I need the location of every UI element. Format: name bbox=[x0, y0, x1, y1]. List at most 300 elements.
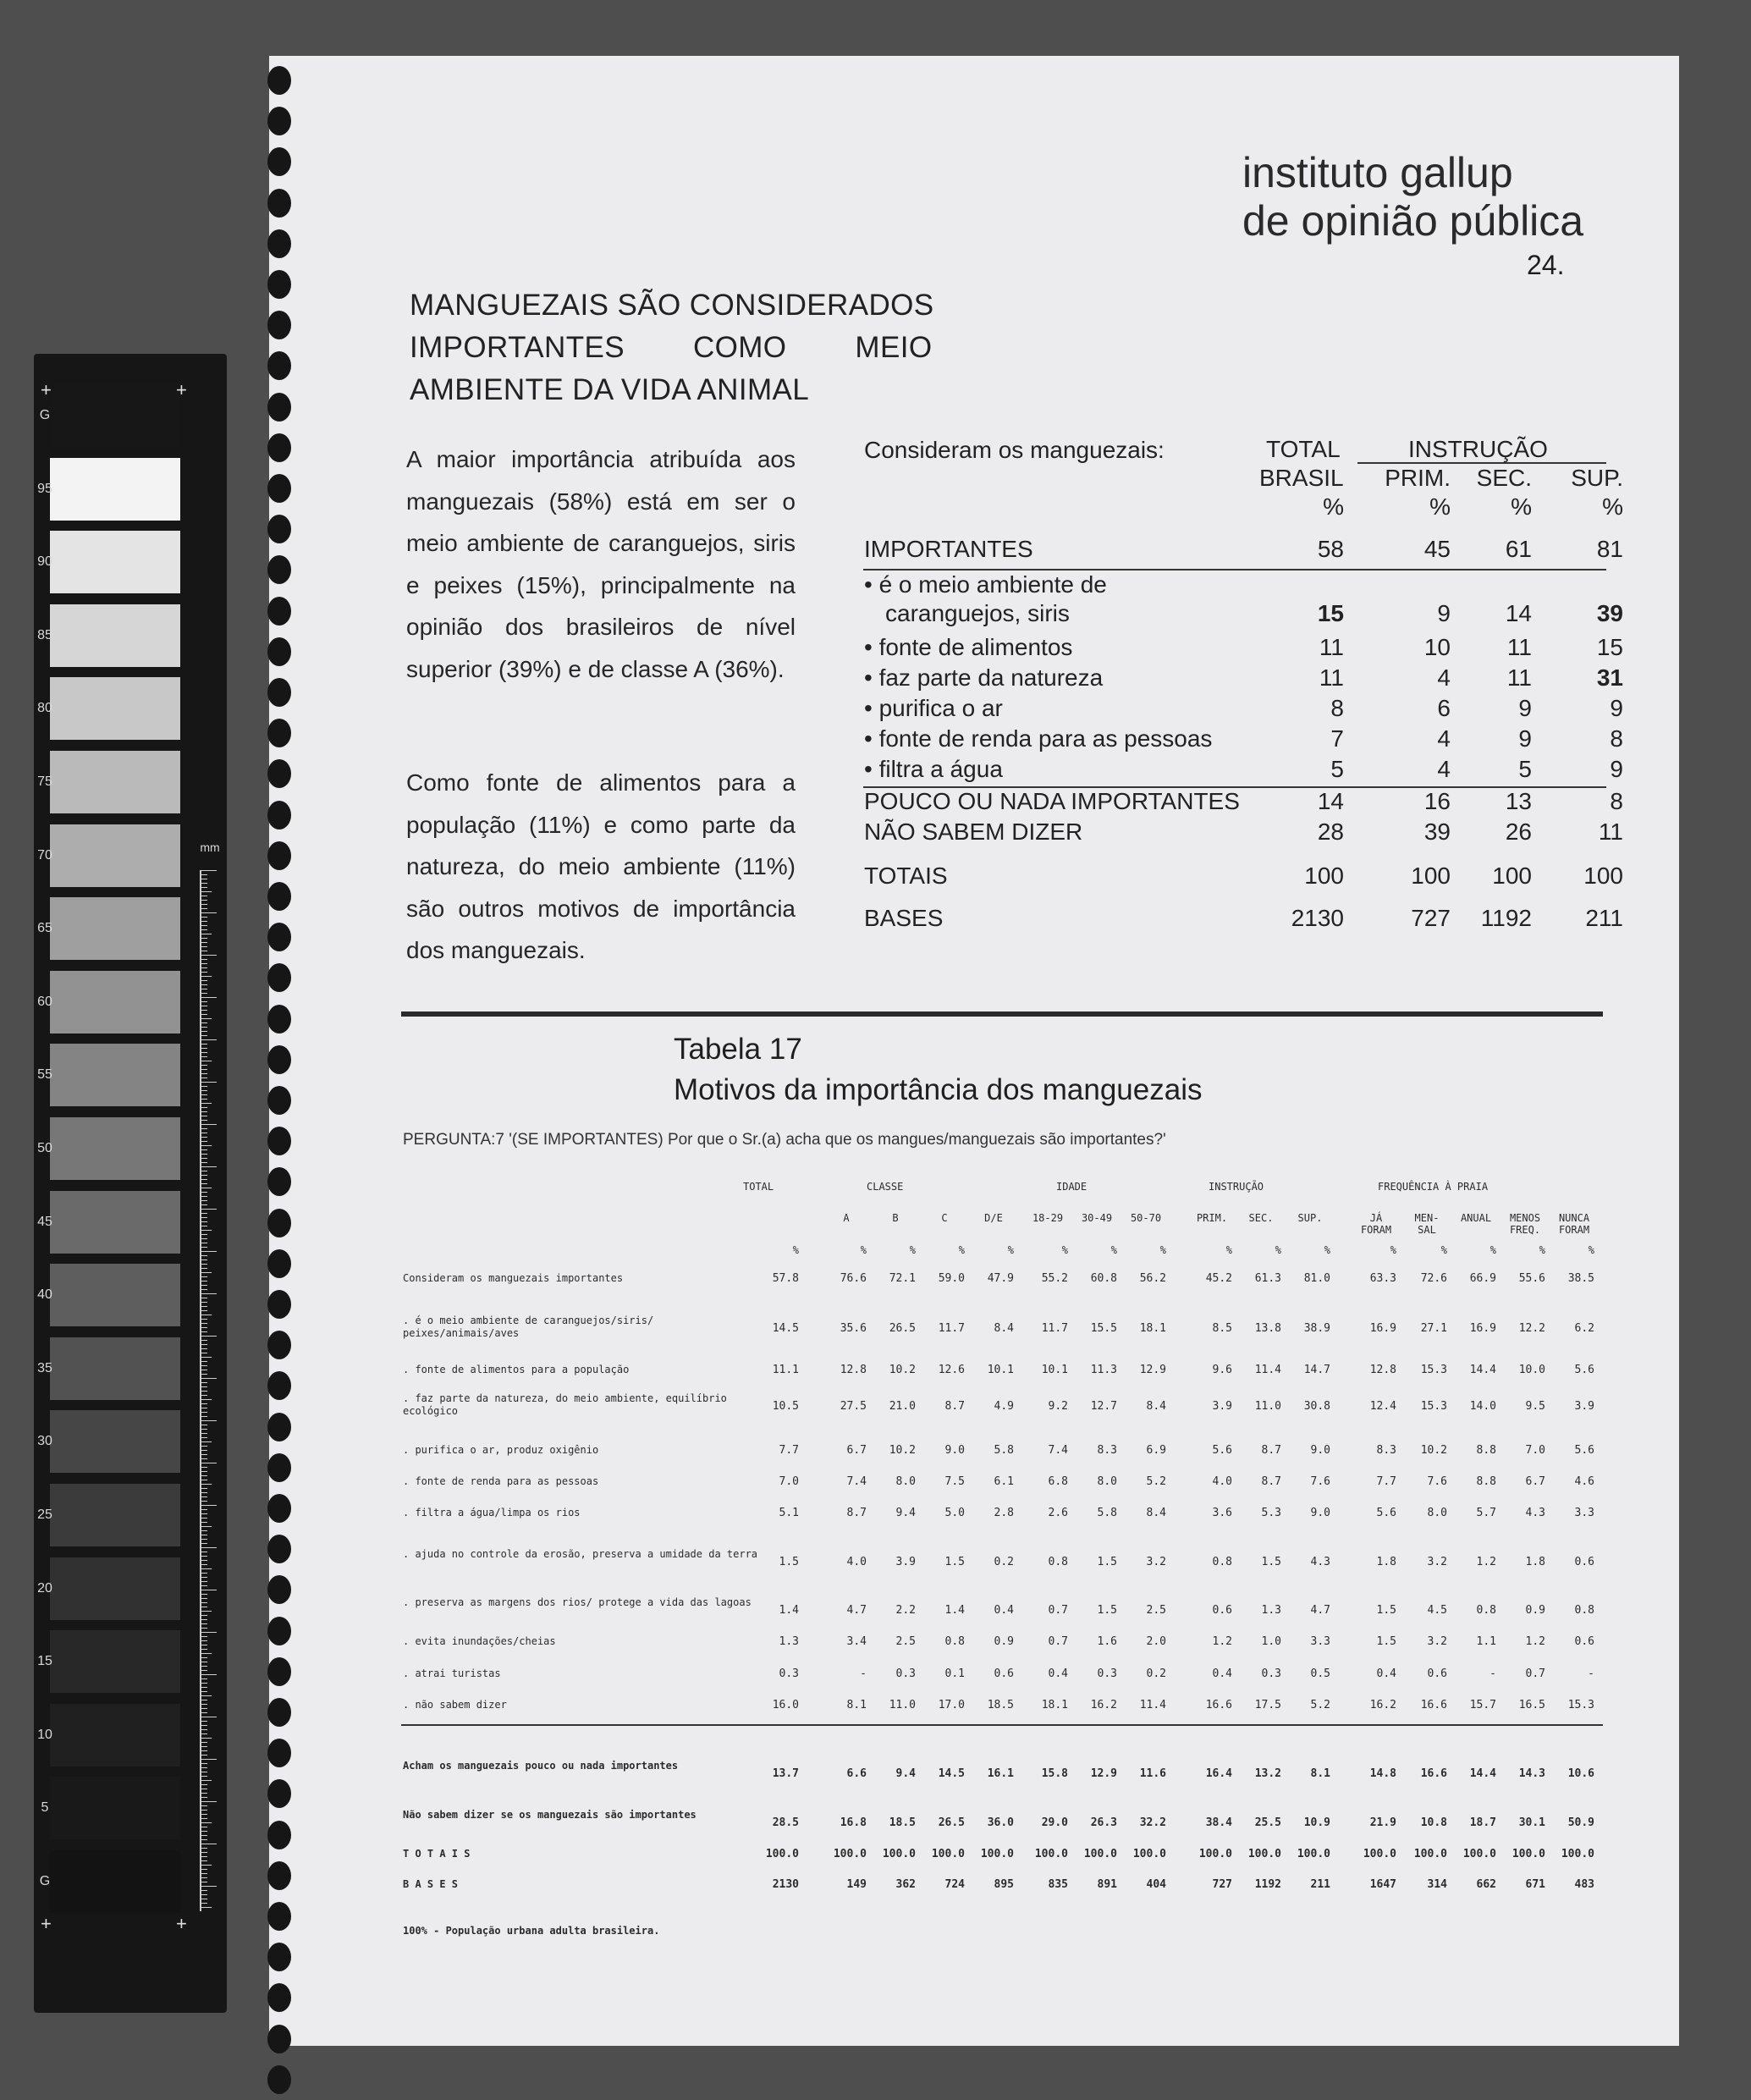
summary-cell: 4 bbox=[1437, 756, 1451, 782]
detail-cell: 50.9 bbox=[1567, 1816, 1594, 1829]
binder-hole bbox=[267, 1861, 291, 1890]
summary-cell: 100 bbox=[1583, 863, 1623, 889]
ruler-tick bbox=[201, 1581, 207, 1582]
detail-cell: 4.0 bbox=[1212, 1475, 1232, 1488]
detail-cell: 0.8 bbox=[1476, 1604, 1496, 1617]
ruler-tick bbox=[201, 1585, 207, 1586]
detail-row-label: . evita inundações/cheias bbox=[403, 1635, 556, 1647]
detail-cell: 61.3 bbox=[1254, 1272, 1281, 1285]
ruler-tick bbox=[201, 1742, 207, 1743]
brand-logo bbox=[1242, 149, 1583, 245]
detail-cell: 16.6 bbox=[1420, 1767, 1447, 1780]
binder-hole bbox=[267, 1331, 291, 1359]
summary-row-label-cont: caranguejos, siris bbox=[885, 600, 1070, 626]
ruler-tick bbox=[201, 1598, 207, 1599]
ruler-tick bbox=[201, 1018, 212, 1019]
summary-cell: 39 bbox=[1423, 819, 1451, 845]
detail-cell: 15.3 bbox=[1420, 1364, 1447, 1376]
detail-cell: 0.9 bbox=[1525, 1604, 1545, 1617]
detail-cell: 16.6 bbox=[1205, 1699, 1232, 1711]
detail-cell: 2.8 bbox=[994, 1507, 1014, 1519]
detail-cell: 1.5 bbox=[779, 1556, 799, 1568]
summary-cell: 8 bbox=[1330, 695, 1344, 721]
ruler-tick bbox=[201, 1090, 207, 1091]
detail-cell: 1.5 bbox=[1376, 1635, 1396, 1648]
binder-hole bbox=[267, 841, 291, 870]
detail-cell: 3.9 bbox=[1212, 1400, 1232, 1413]
column-pct: % bbox=[958, 1244, 965, 1256]
column-pct: % bbox=[1440, 1244, 1447, 1256]
binder-hole bbox=[267, 597, 291, 626]
summary-cell: 9 bbox=[1437, 600, 1451, 626]
binder-hole bbox=[267, 2065, 291, 2094]
detail-cell: 1.5 bbox=[1097, 1604, 1117, 1617]
ruler-tick bbox=[201, 1556, 207, 1557]
summary-cell: 45 bbox=[1423, 536, 1451, 562]
gray-swatch-label: 75 bbox=[37, 774, 52, 789]
detail-cell: 1.0 bbox=[1261, 1635, 1281, 1648]
ruler-tick bbox=[201, 1776, 207, 1777]
detail-cell: 8.7 bbox=[1261, 1475, 1281, 1488]
ruler-tick bbox=[201, 997, 217, 998]
gray-swatch bbox=[50, 1191, 180, 1254]
detail-cell: 0.3 bbox=[895, 1667, 916, 1680]
ruler-tick bbox=[201, 1035, 207, 1036]
gray-swatch bbox=[50, 1704, 180, 1767]
detail-cell: 7.6 bbox=[1310, 1475, 1330, 1488]
ruler-tick bbox=[201, 942, 207, 943]
col-header-pct: % bbox=[1602, 493, 1623, 520]
ruler-tick bbox=[201, 1865, 212, 1866]
detail-cell: 16.1 bbox=[987, 1767, 1014, 1780]
gray-swatch bbox=[50, 1850, 180, 1913]
ruler-tick bbox=[201, 1805, 207, 1806]
detail-cell: 27.1 bbox=[1420, 1322, 1447, 1335]
detail-cell: - bbox=[1489, 1667, 1496, 1680]
binder-hole bbox=[267, 637, 291, 666]
detail-cell: 4.3 bbox=[1310, 1556, 1330, 1568]
column-header: 30-49 bbox=[1081, 1212, 1113, 1224]
detail-cell: 11.0 bbox=[1254, 1400, 1281, 1413]
detail-cell: 12.6 bbox=[938, 1364, 965, 1376]
detail-cell: 1.8 bbox=[1376, 1556, 1396, 1568]
column-pct: % bbox=[1007, 1244, 1014, 1256]
ruler-tick bbox=[201, 1738, 212, 1739]
ruler-tick bbox=[201, 1200, 207, 1201]
detail-cell: 3.9 bbox=[1574, 1400, 1594, 1413]
ruler-tick bbox=[201, 1814, 207, 1815]
ruler-tick bbox=[201, 1467, 207, 1468]
detail-cell: 1.2 bbox=[1525, 1635, 1545, 1648]
detail-cell: 3.3 bbox=[1310, 1635, 1330, 1648]
headline-line-2: IMPORTANTES COMO MEIO bbox=[410, 331, 933, 364]
mm-ruler bbox=[200, 870, 222, 1911]
ruler-tick bbox=[201, 1780, 212, 1781]
summary-cell: 8 bbox=[1610, 725, 1623, 752]
col-header-total: TOTAL bbox=[1266, 436, 1341, 462]
ruler-tick bbox=[201, 1526, 212, 1527]
ruler-tick bbox=[201, 1509, 207, 1510]
binder-hole bbox=[267, 189, 291, 218]
ruler-tick bbox=[201, 1014, 207, 1015]
detail-cell: 8.7 bbox=[944, 1400, 965, 1413]
detail-cell: 5.3 bbox=[1261, 1507, 1281, 1519]
detail-cell: 16.9 bbox=[1469, 1322, 1496, 1335]
ruler-tick bbox=[201, 1649, 207, 1650]
col-header-brasil: BRASIL bbox=[1259, 465, 1344, 491]
detail-cell: 1.3 bbox=[1261, 1604, 1281, 1617]
gray-swatch bbox=[50, 384, 180, 447]
ruler-tick bbox=[201, 1107, 207, 1108]
column-header: B bbox=[892, 1212, 899, 1224]
detail-cell: 727 bbox=[1212, 1878, 1232, 1891]
ruler-tick bbox=[201, 900, 207, 901]
detail-cell: 45.2 bbox=[1205, 1272, 1232, 1285]
detail-cell: 16.5 bbox=[1518, 1699, 1545, 1711]
gray-swatch bbox=[50, 531, 180, 593]
detail-cell: 100.0 bbox=[1363, 1848, 1396, 1860]
detail-cell: 0.6 bbox=[1427, 1667, 1447, 1680]
detail-cell: 35.6 bbox=[840, 1322, 867, 1335]
ruler-tick bbox=[201, 1475, 207, 1476]
detail-cell: 10.2 bbox=[889, 1444, 916, 1457]
ruler-tick bbox=[201, 1128, 207, 1129]
gray-swatch bbox=[50, 458, 180, 521]
detail-cell: 2.5 bbox=[1146, 1604, 1166, 1617]
ruler-tick bbox=[201, 1611, 212, 1612]
gray-swatch-label: 35 bbox=[37, 1360, 52, 1375]
detail-cell: 0.8 bbox=[1048, 1556, 1068, 1568]
gray-swatch-label: 70 bbox=[37, 847, 52, 863]
ruler-tick bbox=[201, 1505, 217, 1506]
binder-hole bbox=[267, 311, 291, 339]
ruler-tick bbox=[201, 883, 207, 884]
binder-hole bbox=[267, 433, 291, 462]
column-header: SEC. bbox=[1248, 1212, 1274, 1224]
ruler-tick bbox=[201, 1276, 207, 1277]
ruler-tick bbox=[201, 1175, 207, 1176]
column-header: JÁ FORAM bbox=[1360, 1212, 1392, 1236]
detail-cell: 0.3 bbox=[1261, 1667, 1281, 1680]
ruler-tick bbox=[201, 1069, 207, 1070]
column-header: SUP. bbox=[1297, 1212, 1323, 1224]
header-rule bbox=[1357, 462, 1606, 464]
detail-cell: 4.6 bbox=[1574, 1475, 1594, 1488]
ruler-tick bbox=[201, 917, 207, 918]
detail-cell: 4.3 bbox=[1525, 1507, 1545, 1519]
page-number: 24. bbox=[1527, 250, 1565, 280]
ruler-tick bbox=[201, 959, 207, 960]
detail-cell: 14.0 bbox=[1469, 1400, 1496, 1413]
detail-cell: 0.5 bbox=[1310, 1667, 1330, 1680]
ruler-tick bbox=[201, 1162, 207, 1163]
ruler-tick bbox=[201, 1886, 217, 1887]
section-headline bbox=[410, 284, 951, 411]
detail-cell: 56.2 bbox=[1139, 1272, 1166, 1285]
ruler-tick bbox=[201, 1259, 207, 1260]
ruler-tick bbox=[201, 967, 207, 968]
detail-cell: 1.5 bbox=[1261, 1556, 1281, 1568]
ruler-tick bbox=[201, 1285, 207, 1286]
binder-hole bbox=[267, 229, 291, 258]
detail-cell: 0.4 bbox=[1048, 1667, 1068, 1680]
binder-hole bbox=[267, 963, 291, 992]
gray-swatch-label: 90 bbox=[37, 554, 52, 570]
binder-hole bbox=[267, 1575, 291, 1604]
detail-cell: 38.4 bbox=[1205, 1816, 1232, 1829]
ruler-tick bbox=[201, 1124, 217, 1125]
gray-swatch bbox=[50, 1484, 180, 1546]
detail-row-label: . purifica o ar, produz oxigênio bbox=[403, 1444, 599, 1456]
ruler-tick bbox=[201, 1501, 207, 1502]
detail-cell: 100.0 bbox=[1462, 1848, 1496, 1860]
binder-hole bbox=[267, 1657, 291, 1686]
ruler-tick bbox=[201, 972, 207, 973]
detail-cell: 4.0 bbox=[846, 1556, 867, 1568]
registration-mark: + bbox=[176, 1913, 187, 1934]
ruler-tick bbox=[201, 1704, 207, 1705]
ruler-tick bbox=[201, 904, 207, 905]
ruler-tick bbox=[201, 1746, 207, 1747]
detail-cell: 47.9 bbox=[987, 1272, 1014, 1285]
summary-cell: 31 bbox=[1596, 664, 1623, 691]
detail-cell: 11.3 bbox=[1090, 1364, 1117, 1376]
detail-cell: 29.0 bbox=[1041, 1816, 1068, 1829]
summary-cell: 1192 bbox=[1480, 905, 1532, 931]
column-header: 18-29 bbox=[1032, 1212, 1064, 1224]
ruler-tick bbox=[201, 984, 207, 985]
ruler-tick bbox=[201, 1628, 207, 1629]
detail-cell: 0.2 bbox=[994, 1556, 1014, 1568]
ruler-tick bbox=[201, 1458, 207, 1459]
binder-hole bbox=[267, 759, 291, 788]
binder-hole bbox=[267, 1005, 291, 1033]
ruler-tick bbox=[201, 1052, 207, 1053]
binder-hole bbox=[267, 351, 291, 380]
binder-hole bbox=[267, 1617, 291, 1645]
summary-table-title: Consideram os manguezais: bbox=[864, 437, 1165, 463]
detail-cell: 5.6 bbox=[1574, 1364, 1594, 1376]
ruler-tick bbox=[201, 1001, 207, 1002]
ruler-tick bbox=[201, 1056, 207, 1057]
detail-cell: 7.4 bbox=[1048, 1444, 1068, 1457]
detail-cell: 21.0 bbox=[889, 1400, 916, 1413]
detail-cell: 3.3 bbox=[1574, 1507, 1594, 1519]
binder-hole bbox=[267, 1045, 291, 1074]
ruler-tick bbox=[201, 1433, 207, 1434]
detail-cell: 6.9 bbox=[1146, 1444, 1166, 1457]
summary-cell: 81 bbox=[1596, 536, 1623, 562]
ruler-tick bbox=[201, 1289, 207, 1290]
detail-cell: 1.2 bbox=[1476, 1556, 1496, 1568]
detail-cell: 10.1 bbox=[987, 1364, 1014, 1376]
ruler-tick bbox=[201, 1860, 207, 1861]
detail-cell: 12.7 bbox=[1090, 1400, 1117, 1413]
detail-cell: 11.1 bbox=[772, 1364, 799, 1376]
detail-cell: 3.2 bbox=[1146, 1556, 1166, 1568]
ruler-tick bbox=[201, 891, 212, 892]
detail-cell: 60.8 bbox=[1090, 1272, 1117, 1285]
summary-cell: 6 bbox=[1437, 695, 1451, 721]
detail-cell: 32.2 bbox=[1139, 1816, 1166, 1829]
ruler-tick bbox=[201, 1039, 217, 1040]
gray-swatch bbox=[50, 897, 180, 960]
ruler-tick bbox=[201, 1293, 217, 1294]
binder-hole bbox=[267, 1698, 291, 1727]
ruler-tick bbox=[201, 1348, 207, 1349]
ruler-tick bbox=[201, 1306, 207, 1307]
ruler-tick bbox=[201, 1374, 207, 1375]
col-header-instrucao: INSTRUÇÃO bbox=[1408, 436, 1548, 462]
detail-cell: 66.9 bbox=[1469, 1272, 1496, 1285]
ruler-tick bbox=[201, 1234, 207, 1235]
registration-mark: + bbox=[41, 1913, 52, 1934]
ruler-tick bbox=[201, 1683, 207, 1684]
ruler-tick bbox=[201, 929, 207, 930]
ruler-tick bbox=[201, 1378, 217, 1379]
ruler-tick bbox=[201, 908, 207, 909]
summary-cell: 100 bbox=[1411, 863, 1451, 889]
summary-cell: 9 bbox=[1610, 695, 1623, 721]
detail-cell: 10.5 bbox=[772, 1400, 799, 1413]
binder-hole bbox=[267, 555, 291, 584]
ruler-tick bbox=[201, 1818, 207, 1819]
detail-cell: - bbox=[860, 1667, 867, 1680]
column-pct: % bbox=[1225, 1244, 1232, 1256]
detail-cell: 76.6 bbox=[840, 1272, 867, 1285]
table-title-text: Motivos da importância dos manguezais bbox=[674, 1073, 1203, 1106]
ruler-tick bbox=[201, 921, 207, 922]
detail-cell: 5.6 bbox=[1212, 1444, 1232, 1457]
summary-cell: 5 bbox=[1330, 756, 1344, 782]
ruler-tick bbox=[201, 1632, 217, 1633]
ruler-tick bbox=[201, 1733, 207, 1734]
detail-cell: 662 bbox=[1476, 1878, 1496, 1891]
col-header-pct: % bbox=[1323, 493, 1344, 520]
detail-cell: 0.1 bbox=[944, 1667, 965, 1680]
ruler-tick bbox=[201, 1750, 207, 1751]
column-header: NUNCA FORAM bbox=[1558, 1212, 1590, 1236]
ruler-tick bbox=[201, 1247, 207, 1248]
ruler-tick bbox=[201, 1721, 207, 1722]
col-header-prim: PRIM. bbox=[1385, 465, 1451, 491]
ruler-tick bbox=[201, 1073, 207, 1074]
detail-cell: 362 bbox=[895, 1878, 916, 1891]
ruler-tick bbox=[201, 1848, 207, 1849]
ruler-tick bbox=[201, 1166, 217, 1167]
ruler-tick bbox=[201, 1602, 207, 1603]
detail-cell: 8.4 bbox=[994, 1322, 1014, 1335]
ruler-tick bbox=[201, 1674, 217, 1675]
detail-cell: 27.5 bbox=[840, 1400, 867, 1413]
detail-cell: 3.6 bbox=[1212, 1507, 1232, 1519]
detail-cell: 1.2 bbox=[1212, 1635, 1232, 1648]
gray-swatch-label: G bbox=[39, 408, 51, 422]
column-pct: % bbox=[792, 1244, 799, 1256]
detail-cell: 15.8 bbox=[1041, 1767, 1068, 1780]
gray-swatch bbox=[50, 1777, 180, 1839]
detail-cell: 18.1 bbox=[1041, 1699, 1068, 1711]
ruler-tick bbox=[201, 1255, 207, 1256]
column-header: MEN- SAL bbox=[1414, 1212, 1440, 1236]
ruler-tick bbox=[201, 1238, 207, 1239]
ruler-tick bbox=[201, 1103, 212, 1104]
binder-hole bbox=[267, 1371, 291, 1400]
binder-hole bbox=[267, 678, 291, 707]
ruler-tick bbox=[201, 1403, 207, 1404]
detail-cell: 9.0 bbox=[1310, 1444, 1330, 1457]
detail-cell: 0.9 bbox=[994, 1635, 1014, 1648]
summary-row-label: • faz parte da natureza bbox=[864, 664, 1104, 691]
ruler-tick bbox=[201, 1065, 207, 1066]
summary-cell: 11 bbox=[1319, 664, 1344, 691]
binder-hole bbox=[267, 1779, 291, 1808]
gray-swatch bbox=[50, 1557, 180, 1620]
registration-mark: + bbox=[41, 379, 52, 400]
ruler-tick bbox=[201, 1763, 207, 1764]
ruler-tick bbox=[201, 1022, 207, 1023]
detail-cell: 6.2 bbox=[1574, 1322, 1594, 1335]
detail-cell: 14.5 bbox=[938, 1767, 965, 1780]
detail-cell: 72.1 bbox=[889, 1272, 916, 1285]
ruler-tick bbox=[201, 1264, 207, 1265]
ruler-tick bbox=[201, 1183, 207, 1184]
ruler-tick bbox=[201, 1196, 207, 1197]
detail-cell: 8.4 bbox=[1146, 1507, 1166, 1519]
detail-cell: 100.0 bbox=[1132, 1848, 1166, 1860]
gray-swatch bbox=[50, 1630, 180, 1693]
detail-cell: 12.2 bbox=[1518, 1322, 1545, 1335]
ruler-tick bbox=[201, 925, 207, 926]
gray-swatch-label: 10 bbox=[37, 1727, 52, 1742]
ruler-tick bbox=[201, 1615, 207, 1616]
gray-swatch-label: 25 bbox=[37, 1507, 52, 1522]
detail-cell: 314 bbox=[1427, 1878, 1447, 1891]
detail-cell: 100.0 bbox=[1083, 1848, 1117, 1860]
detail-cell: 4.9 bbox=[994, 1400, 1014, 1413]
summary-cell: 14 bbox=[1505, 600, 1532, 626]
detail-cell: - bbox=[1588, 1667, 1594, 1680]
detail-row-label: . atrai turistas bbox=[403, 1667, 501, 1679]
ruler-tick bbox=[201, 1725, 207, 1726]
detail-cell: 0.3 bbox=[1097, 1667, 1117, 1680]
detail-cell: 8.3 bbox=[1376, 1444, 1396, 1457]
detail-cell: 11.7 bbox=[1041, 1322, 1068, 1335]
detail-cell: 25.5 bbox=[1254, 1816, 1281, 1829]
table-title-number: Tabela 17 bbox=[674, 1033, 802, 1066]
ruler-tick bbox=[201, 993, 207, 994]
detail-cell: 1.4 bbox=[779, 1604, 799, 1617]
summary-cell: 9 bbox=[1518, 725, 1532, 752]
summary-row-label: POUCO OU NADA IMPORTANTES bbox=[864, 788, 1240, 814]
detail-cell: 10.0 bbox=[1518, 1364, 1545, 1376]
ruler-tick bbox=[201, 1441, 212, 1442]
gray-swatch-label: 40 bbox=[37, 1287, 52, 1303]
detail-cell: 3.2 bbox=[1427, 1556, 1447, 1568]
binder-hole bbox=[267, 107, 291, 135]
detail-cell: 1.5 bbox=[1097, 1556, 1117, 1568]
ruler-tick bbox=[201, 1530, 207, 1531]
ruler-tick bbox=[201, 1691, 207, 1692]
ruler-tick bbox=[201, 1903, 207, 1904]
ruler-tick bbox=[201, 963, 207, 964]
summary-cell: 13 bbox=[1505, 788, 1532, 814]
survey-question: PERGUNTA:7 '(SE IMPORTANTES) Por que o Sr.(a) acha que os mangues/manguezais são importantes?' bbox=[403, 1131, 1166, 1149]
summary-cell: 211 bbox=[1585, 905, 1623, 931]
gray-swatch-label: 65 bbox=[37, 921, 52, 936]
detail-cell: 4.7 bbox=[1310, 1604, 1330, 1617]
detail-cell: 16.8 bbox=[840, 1816, 867, 1829]
